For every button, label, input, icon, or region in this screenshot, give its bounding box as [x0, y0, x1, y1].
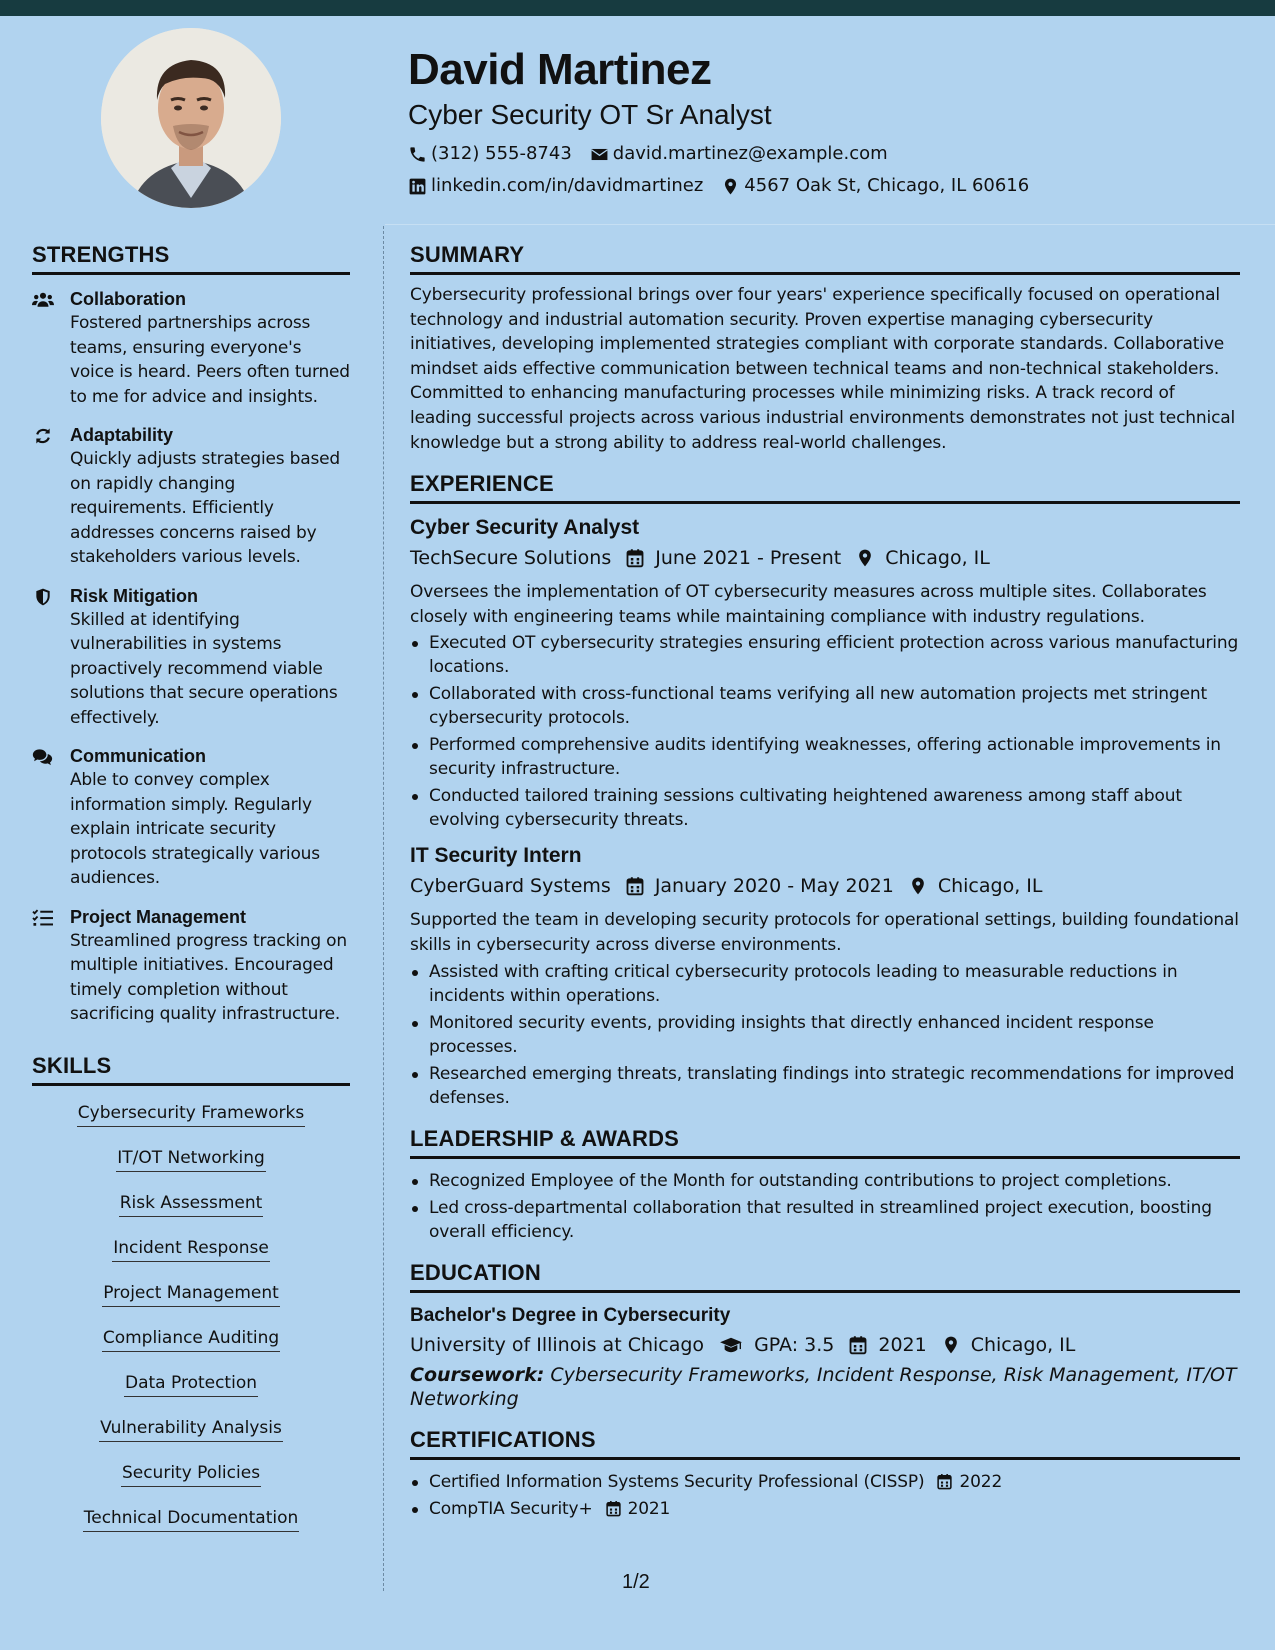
contact-phone[interactable]	[408, 142, 572, 166]
users-icon	[32, 290, 54, 310]
certification-name: CompTIA Security+	[429, 1498, 593, 1519]
skill-item: Vulnerability Analysis	[99, 1415, 283, 1442]
skill-item: Compliance Auditing	[102, 1325, 280, 1352]
job-location: Chicago, IL	[937, 875, 1043, 898]
header-divider	[385, 224, 1275, 225]
certifications-list	[410, 1470, 1240, 1521]
phone-text: (312) 555-8743	[431, 143, 572, 164]
education-section	[410, 1258, 1240, 1411]
sync-icon	[32, 426, 54, 446]
calendar-icon	[625, 548, 645, 568]
profile-photo	[101, 28, 281, 208]
left-column	[32, 240, 350, 1550]
job-bullet: Assisted with crafting critical cybersecurity protocols leading to measurable reductions in incidents within operations.	[410, 960, 1240, 1008]
strength-desc: Fostered partnerships across teams, ensuring everyone's voice is heard. Peers often turned to me for advice and insights.	[70, 313, 350, 407]
strength-item	[32, 287, 350, 409]
right-column	[410, 240, 1240, 1535]
map-marker-icon	[721, 177, 740, 196]
skill-item: IT/OT Networking	[116, 1145, 266, 1172]
strength-title: Adaptability	[70, 425, 174, 445]
coursework	[410, 1363, 1240, 1411]
page-number: 1/2	[622, 1571, 650, 1593]
job-company: CyberGuard Systems	[410, 875, 611, 898]
skill-item: Security Policies	[121, 1460, 261, 1487]
graduation-cap-icon	[718, 1335, 744, 1355]
job-location: Chicago, IL	[885, 547, 990, 570]
calendar-icon	[848, 1335, 868, 1355]
job-bullet: Researched emerging threats, translating findings into strategic recommendations for improved defenses.	[410, 1062, 1240, 1110]
job-bullet: Executed OT cybersecurity strategies ensuring efficient protection across various manufacturing locations.	[410, 631, 1240, 679]
skills-list	[32, 1100, 350, 1550]
strength-title: Project Management	[70, 906, 247, 927]
education-heading: EDUCATION	[410, 1258, 1240, 1293]
education-location: Chicago, IL	[970, 1333, 1076, 1356]
strengths-list	[32, 287, 350, 1027]
job-bullets	[410, 960, 1240, 1110]
coursework-label: Coursework:	[410, 1363, 545, 1386]
summary-heading: SUMMARY	[410, 240, 1240, 275]
skill-item: Data Protection	[124, 1370, 258, 1397]
header	[408, 42, 1248, 198]
skill-item: Risk Assessment	[119, 1190, 264, 1217]
education-gpa: GPA: 3.5	[754, 1333, 835, 1356]
calendar-icon	[625, 876, 645, 896]
column-divider	[383, 226, 384, 1591]
job-dates: June 2021 - Present	[655, 547, 842, 570]
contact-email[interactable]	[590, 142, 888, 166]
leadership-item: Recognized Employee of the Month for outstanding contributions to project completions.	[410, 1169, 1240, 1193]
job-description: Supported the team in developing security protocols for operational settings, building foundational skills in cybersecurity across diverse environments.	[410, 910, 1239, 955]
linkedin-text: linkedin.com/in/davidmartinez	[431, 175, 704, 196]
skill-item: Technical Documentation	[83, 1505, 300, 1532]
experience-heading: EXPERIENCE	[410, 469, 1240, 504]
tasks-icon	[32, 908, 54, 928]
job-meta	[410, 872, 1240, 900]
strength-desc: Skilled at identifying vulnerabilities in systems proactively recommend viable solutions that secure operations effectively.	[70, 609, 338, 728]
address-text: 4567 Oak St, Chicago, IL 60616	[744, 175, 1030, 196]
contact-row-2	[408, 174, 1248, 198]
certification-item	[410, 1497, 1240, 1521]
skill-item: Project Management	[102, 1280, 280, 1307]
skill-item: Incident Response	[112, 1235, 270, 1262]
summary-text: Cybersecurity professional brings over four years' experience specifically focused on operational technology and industrial automation security. Proven expertise managing cybersecurity initiatives, developing implemented strategies compliant with corporate standards. Collaborative mindset aids effective communication between technical teams and non-technical stakeholders. Committed to enhancing manufacturing processes while minimizing risks. A track record of leading successful projects across various industrial environments demonstrates not just technical knowledge but a strong ability to address real-world challenges.	[410, 285, 1236, 453]
job-meta	[410, 544, 1240, 572]
leadership-heading: LEADERSHIP & AWARDS	[410, 1124, 1240, 1159]
education-meta	[410, 1331, 1240, 1359]
job-title: Cyber Security Analyst	[410, 516, 640, 540]
strength-desc: Streamlined progress tracking on multiple initiatives. Encouraged timely completion without sacrificing quality infrastructure.	[70, 930, 347, 1024]
school-name: University of Illinois at Chicago	[410, 1333, 705, 1356]
map-marker-icon	[941, 1335, 961, 1355]
education-year: 2021	[878, 1333, 927, 1356]
job-bullets	[410, 631, 1240, 832]
skills-heading: SKILLS	[32, 1051, 350, 1086]
map-marker-icon	[908, 876, 928, 896]
certification-name: Certified Information Systems Security Professional (CISSP)	[429, 1471, 925, 1492]
contact-row-1	[408, 142, 1248, 166]
candidate-title: Cyber Security OT Sr Analyst	[408, 99, 772, 130]
skill-item: Cybersecurity Frameworks	[77, 1100, 305, 1127]
job-bullet: Performed comprehensive audits identifying weaknesses, offering actionable improvements in security infrastructure.	[410, 733, 1240, 781]
job-company: TechSecure Solutions	[410, 547, 612, 570]
strength-item	[32, 905, 350, 1027]
top-bar	[0, 0, 1275, 16]
leadership-item: Led cross-departmental collaboration that resulted in streamlined project execution, boosting overall efficiency.	[410, 1196, 1240, 1244]
leadership-section	[410, 1124, 1240, 1244]
phone-icon	[408, 145, 427, 164]
envelope-icon	[590, 145, 609, 164]
job-bullet: Collaborated with cross-functional teams verifying all new automation projects met stringent cybersecurity protocols.	[410, 682, 1240, 730]
email-text: david.martinez@example.com	[612, 143, 888, 164]
certification-year: 2022	[959, 1471, 1003, 1492]
job-bullet: Monitored security events, providing insights that directly enhanced incident response processes.	[410, 1011, 1240, 1059]
avatar-illustration	[101, 28, 281, 208]
strength-title: Communication	[70, 746, 207, 766]
certifications-section	[410, 1425, 1240, 1521]
strength-item	[32, 744, 350, 891]
degree-title: Bachelor's Degree in Cybersecurity	[410, 1304, 731, 1326]
strengths-heading: STRENGTHS	[32, 240, 350, 275]
linkedin-icon	[408, 177, 427, 196]
coursework-text: Cybersecurity Frameworks, Incident Response, Risk Management, IT/OT Networking	[410, 1363, 1237, 1410]
map-marker-icon	[855, 548, 875, 568]
leadership-list	[410, 1169, 1240, 1244]
job-entry	[410, 842, 1240, 1109]
job-title: IT Security Intern	[410, 844, 582, 868]
calendar-icon	[936, 1473, 953, 1490]
strength-title: Risk Mitigation	[70, 585, 199, 606]
candidate-name: David Martinez	[408, 45, 712, 94]
calendar-icon	[605, 1500, 622, 1517]
certification-year: 2021	[627, 1498, 671, 1519]
job-bullet: Conducted tailored training sessions cultivating heightened awareness among staff about evolving cybersecurity threats.	[410, 784, 1240, 832]
strength-item	[32, 423, 350, 570]
shield-icon	[32, 587, 54, 607]
strength-desc: Able to convey complex information simply. Regularly explain intricate security protocols strategically various audiences.	[70, 770, 320, 888]
experience-section	[410, 469, 1240, 1109]
summary-section	[410, 240, 1240, 455]
job-description: Oversees the implementation of OT cybersecurity measures across multiple sites. Collaborates closely with engineering teams while maintaining compliance with industry regulations.	[410, 582, 1207, 627]
certification-item	[410, 1470, 1240, 1494]
strength-item	[32, 584, 350, 731]
job-dates: January 2020 - May 2021	[654, 875, 894, 898]
strength-title: Collaboration	[70, 289, 186, 309]
job-entry	[410, 514, 1240, 832]
strength-desc: Quickly adjusts strategies based on rapidly changing requirements. Efficiently addresses concerns raised by stakeholders various levels.	[70, 449, 340, 567]
certifications-heading: CERTIFICATIONS	[410, 1425, 1240, 1460]
contact-linkedin[interactable]	[408, 174, 703, 198]
comments-icon	[32, 747, 54, 767]
contact-address	[721, 174, 1029, 198]
